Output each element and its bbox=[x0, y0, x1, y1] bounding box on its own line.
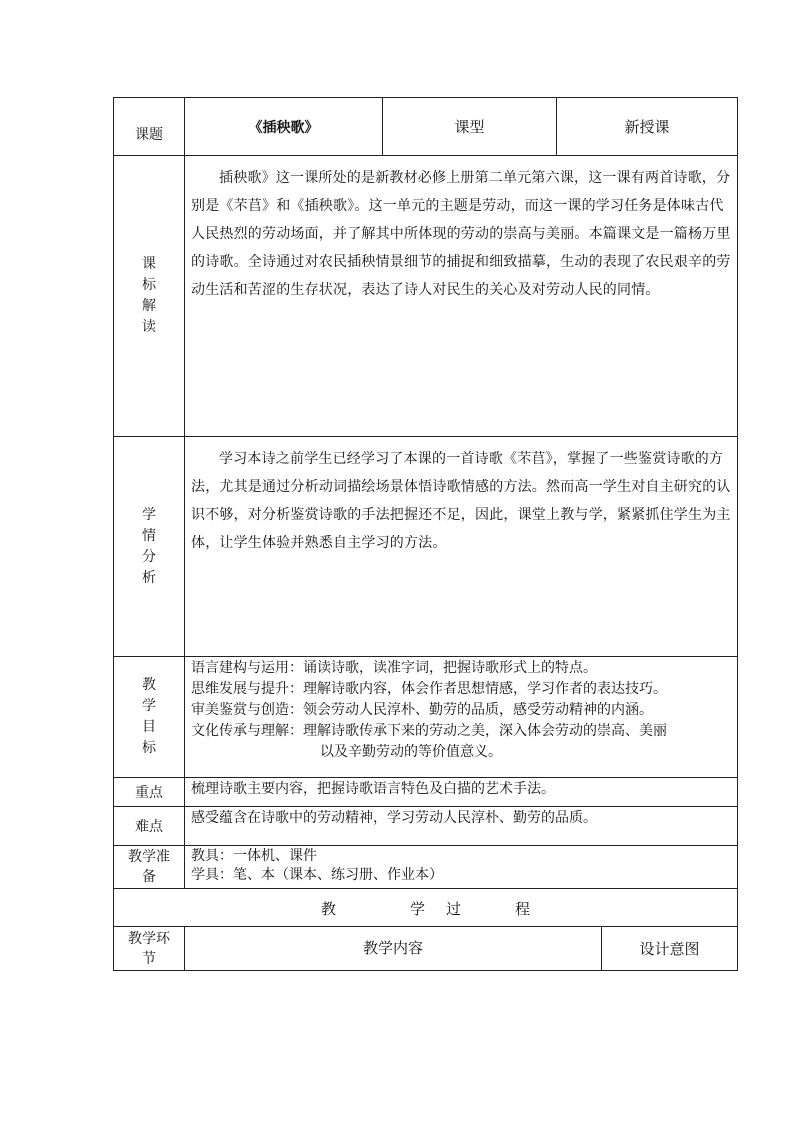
process-title-char: 程 bbox=[515, 900, 531, 918]
preparation-text bbox=[191, 847, 731, 885]
type-label-text: 课型 bbox=[454, 118, 485, 136]
topic-label bbox=[114, 120, 184, 156]
label-char: 读 bbox=[142, 319, 156, 335]
label-char: 学 bbox=[142, 698, 156, 714]
curriculum-text: 插秧歌》这一课所处的是新教材必修上册第二单元第六课，这一课有两首诗歌，分别是《芣苢》和《插秧歌》。这一单元的主题是劳动，而这一课的学习任务是体味古代人民热烈的劳动场面，并了解其中所体现的劳动的崇高与美丽。本篇课文是一篇杨万里的诗歌。全诗通过对农民插秧情景细节的捕捉和细致描摹，生动的表现了农民艰辛的劳动生活和苦涩的生存状况，表达了诗人对民生的关心及对劳动人民的同情。 bbox=[191, 170, 731, 298]
table-border bbox=[113, 777, 738, 778]
difficulties-text: 感受蕴含在诗歌中的劳动精神，学习劳动人民淳朴、勤劳的品质。 bbox=[191, 810, 597, 826]
label-char: 分 bbox=[142, 548, 156, 565]
teacher-tools: 教具：一体机、课件 bbox=[191, 848, 317, 864]
table-border bbox=[737, 97, 738, 971]
label-char: 课 bbox=[142, 256, 156, 272]
process-title-char: 学 bbox=[410, 900, 426, 918]
process-content-header bbox=[185, 927, 601, 970]
label-char: 目 bbox=[142, 719, 156, 735]
goals-label bbox=[114, 657, 184, 777]
topic-label-text: 课题 bbox=[135, 127, 163, 143]
table-border bbox=[113, 970, 738, 971]
goal-item: 以及辛勤劳动的等价值意义。 bbox=[320, 744, 502, 760]
label-char: 标 bbox=[142, 277, 156, 293]
label-char: 情 bbox=[142, 527, 156, 544]
key-points-label-text: 重点 bbox=[135, 785, 163, 801]
label-line: 备 bbox=[142, 869, 156, 885]
type-value bbox=[557, 98, 737, 155]
label-char: 标 bbox=[142, 740, 156, 756]
preparation-label bbox=[114, 846, 184, 888]
label-char: 解 bbox=[142, 298, 156, 314]
content-header-text: 教学内容 bbox=[362, 939, 423, 957]
goal-item: 语言建构与运用：诵读诗歌，读准字词，把握诗歌形式上的特点。 bbox=[191, 660, 597, 676]
label-line: 教学准 bbox=[128, 849, 170, 865]
key-points-label bbox=[114, 778, 184, 806]
curriculum-label bbox=[114, 156, 184, 436]
label-char: 教 bbox=[142, 677, 156, 693]
table-border bbox=[184, 97, 185, 889]
process-intent-header bbox=[602, 927, 737, 970]
label-line: 教学环 bbox=[128, 930, 170, 947]
label-line: 节 bbox=[142, 950, 156, 967]
table-border bbox=[113, 806, 738, 807]
student-tools: 学具：笔、本（课本、练习册、作业本） bbox=[191, 867, 443, 883]
goals-list bbox=[191, 658, 735, 763]
analysis-text: 学习本诗之前学生已经学习了本课的一首诗歌《芣苢》，掌握了一些鉴赏诗歌的方法，尤其是通过分析动词描绘场景体悟诗歌情感的方法。然而高一学生对自主研究的认识不够，对分析鉴赏诗歌的手法把握还不足，因此，课堂上教与学，紧紧抓住学生为主体，让学生体验并熟悉自主学习的方法。 bbox=[191, 451, 731, 551]
difficulties-label bbox=[114, 807, 184, 845]
intent-header-text: 设计意图 bbox=[639, 940, 700, 958]
key-points-text: 梳理诗歌主要内容，把握诗歌语言特色及白描的艺术手法。 bbox=[191, 781, 555, 797]
process-title bbox=[114, 889, 737, 926]
goal-item: 思维发展与提升：理解诗歌内容，体会作者思想情感，学习作者的表达技巧。 bbox=[191, 681, 667, 697]
goal-item: 文化传承与理解：理解诗歌传承下来的劳动之美，深入体会劳动的崇高、美丽 bbox=[191, 723, 667, 739]
label-char: 学 bbox=[142, 506, 156, 523]
process-title-char: 教 bbox=[321, 900, 337, 918]
table-border bbox=[113, 656, 738, 657]
type-label bbox=[383, 98, 556, 155]
process-step-label bbox=[114, 927, 184, 970]
table-border bbox=[113, 436, 738, 437]
goal-item: 审美鉴赏与创造：领会劳动人民淳朴、勤劳的品质，感受劳动精神的内涵。 bbox=[191, 702, 653, 718]
analysis-label bbox=[114, 437, 184, 656]
topic-value bbox=[185, 98, 382, 155]
type-value-text: 新授课 bbox=[624, 118, 670, 136]
label-char: 析 bbox=[142, 569, 156, 586]
process-title-char: 过 bbox=[446, 900, 462, 918]
topic-value-text: 《插秧歌》 bbox=[248, 119, 319, 136]
table-border bbox=[113, 155, 738, 156]
table-border bbox=[113, 845, 738, 846]
difficulties-label-text: 难点 bbox=[135, 819, 163, 835]
